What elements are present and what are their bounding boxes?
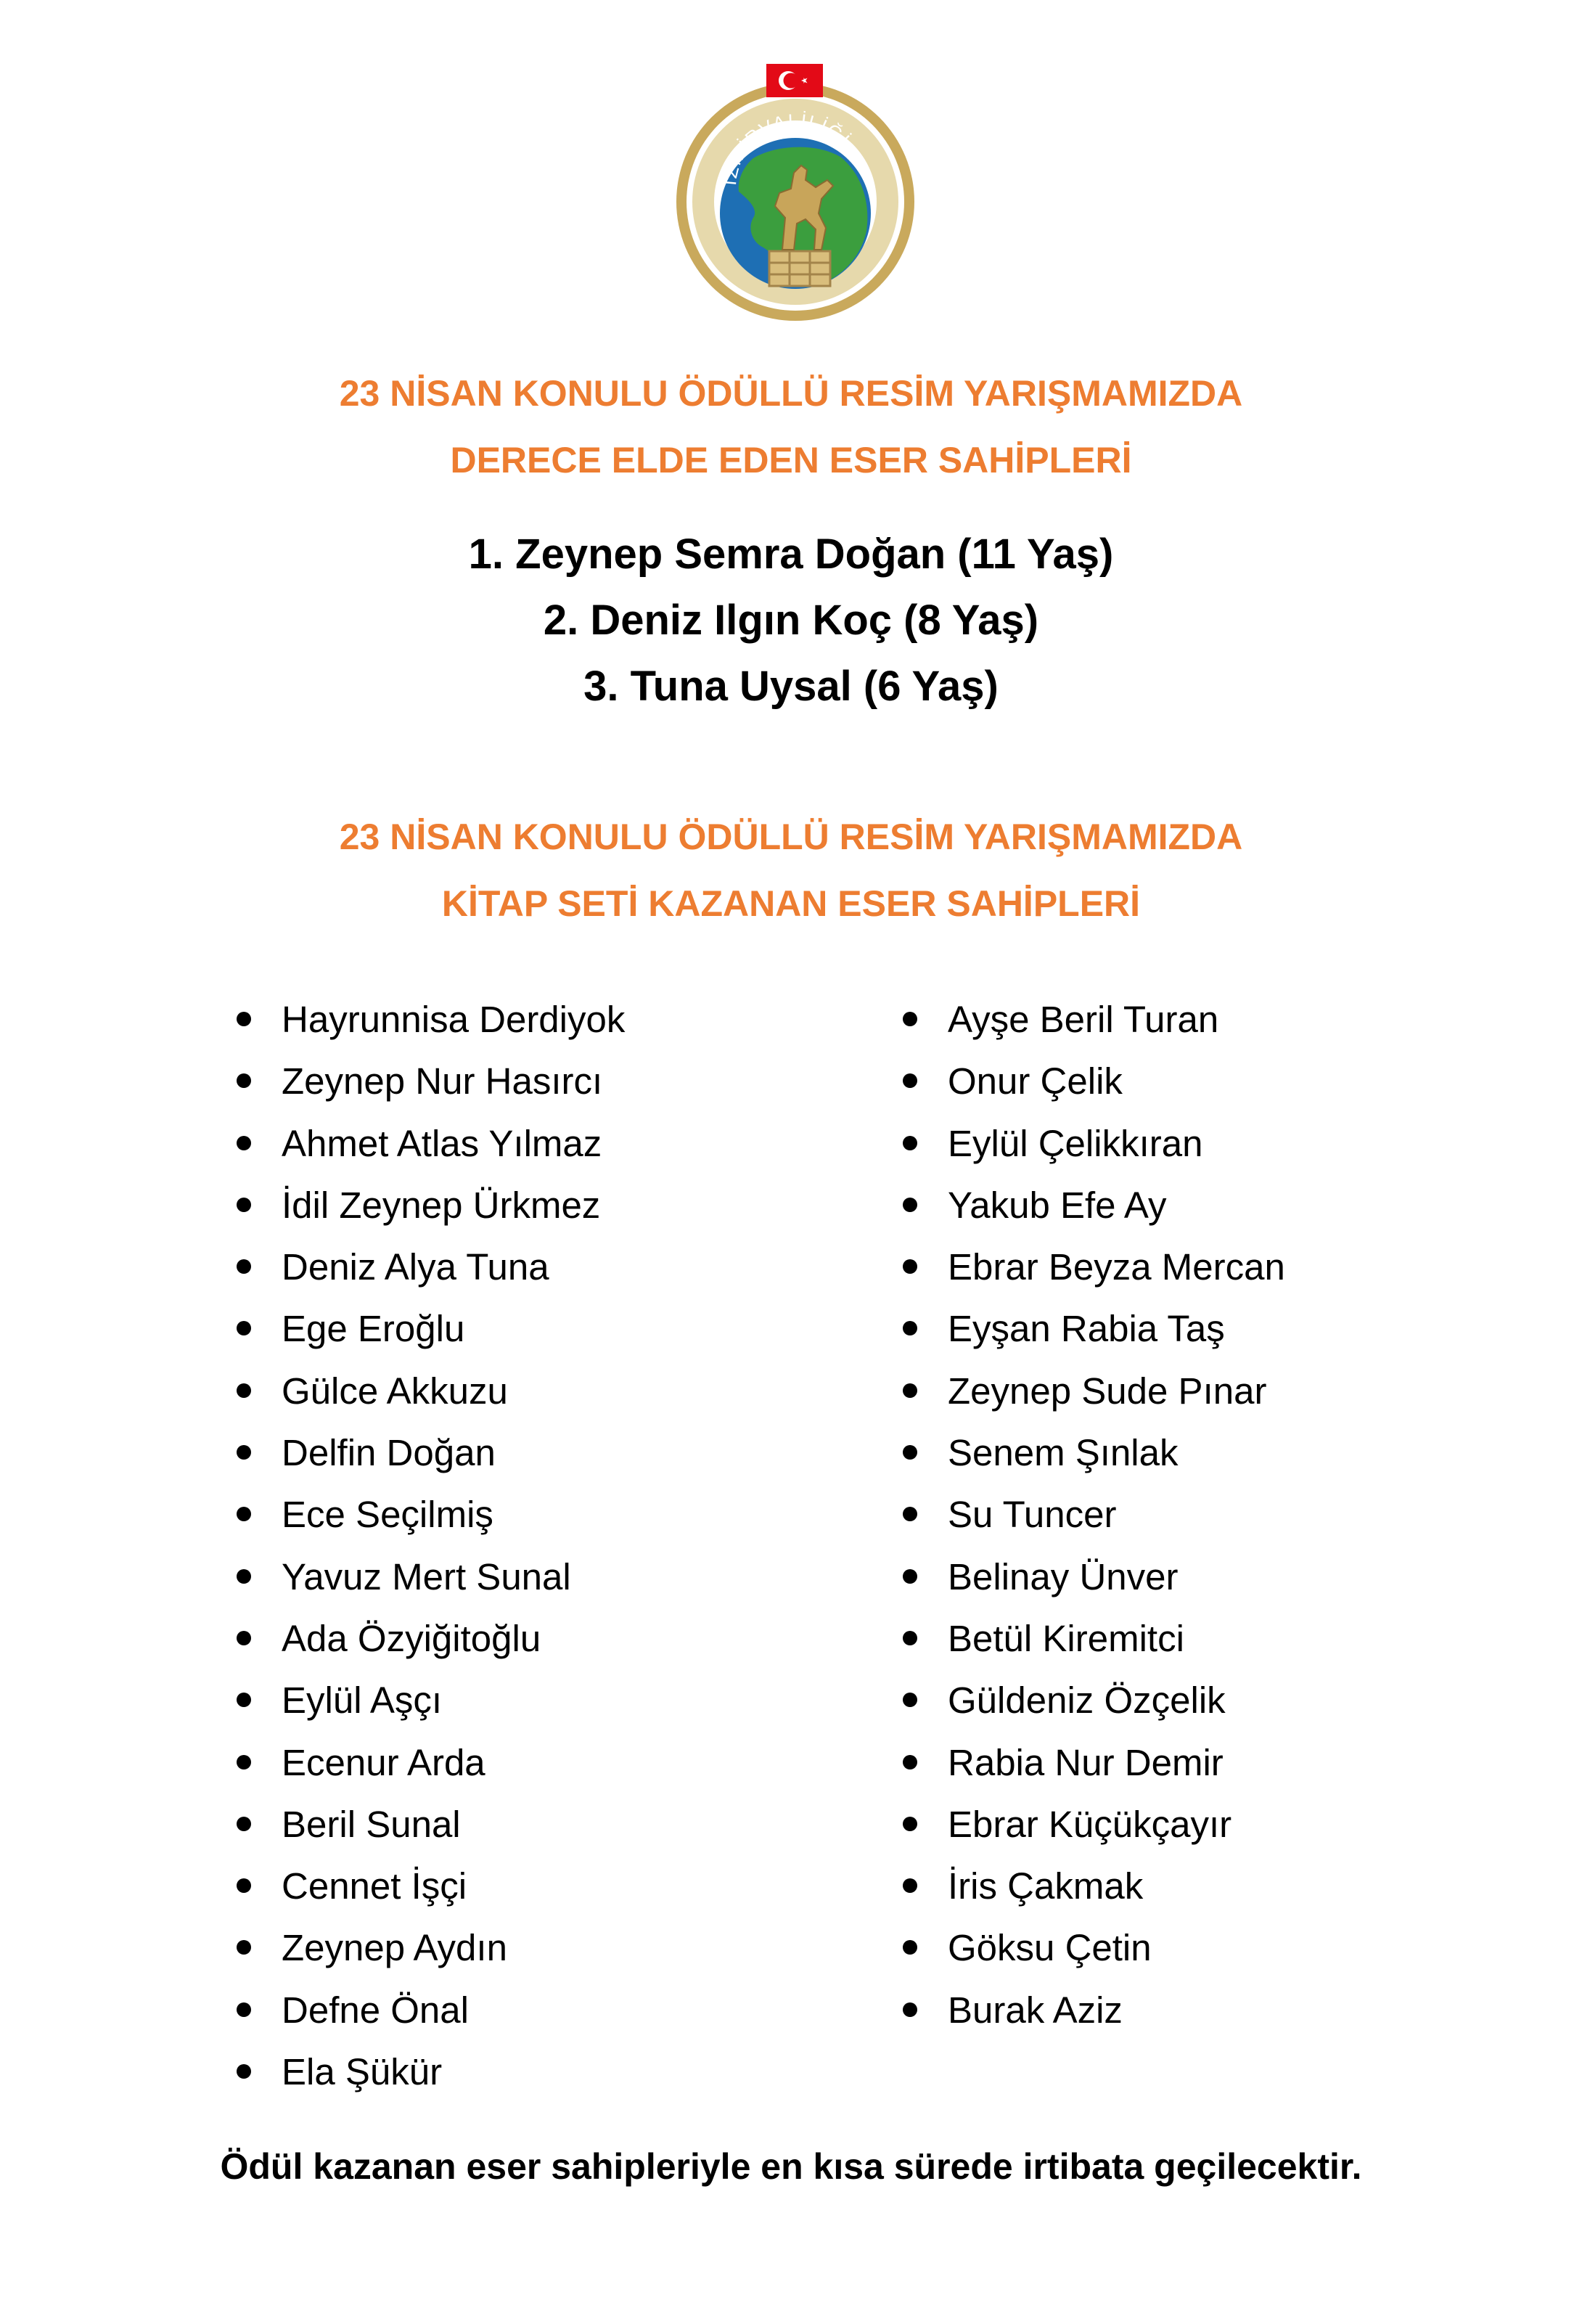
- list-item: [237, 1793, 625, 1855]
- list-item: [903, 1298, 1285, 1359]
- turkish-flag-icon: [766, 64, 823, 97]
- bullet-icon: [903, 1817, 917, 1831]
- winner-name: Ayşe Beril Turan: [948, 999, 1219, 1040]
- bullet-icon: [237, 1755, 251, 1769]
- bullet-icon: [903, 1693, 917, 1707]
- bullet-icon: [903, 1136, 917, 1150]
- winner-name: Beril Sunal: [282, 1803, 461, 1845]
- book-set-winners-right-column: [903, 989, 1285, 2041]
- list-item: [903, 1608, 1285, 1669]
- winner-name: Ege Eroğlu: [282, 1308, 465, 1350]
- heading-line: DERECE ELDE EDEN ESER SAHİPLERİ: [450, 440, 1132, 480]
- degree-winners-list: [0, 521, 1582, 719]
- list-item: [237, 989, 625, 1050]
- bullet-icon: [903, 1383, 917, 1398]
- bullet-icon: [237, 1259, 251, 1274]
- winner-name: Ela Şükür: [282, 2051, 443, 2093]
- book-set-winners-heading: [0, 803, 1582, 937]
- bullet-icon: [237, 1817, 251, 1831]
- bullet-icon: [237, 1507, 251, 1521]
- list-item: [903, 1855, 1285, 1917]
- bullet-icon: [903, 1012, 917, 1026]
- list-item: [237, 1917, 625, 1979]
- bullet-icon: [237, 1631, 251, 1645]
- winner-name: Senem Şınlak: [948, 1432, 1179, 1474]
- winner-name: Ebrar Küçükçayır: [948, 1803, 1232, 1845]
- winner-name: Eyşan Rabia Taş: [948, 1308, 1225, 1350]
- list-item: [903, 1979, 1285, 2041]
- bullet-icon: [903, 1445, 917, 1460]
- list-item: [903, 1546, 1285, 1608]
- winner-name: Eylül Çelikkıran: [948, 1122, 1203, 1164]
- list-item: [237, 1360, 625, 1422]
- winner-name: Yakub Efe Ay: [948, 1184, 1167, 1226]
- winner-name: Betül Kiremitci: [948, 1617, 1184, 1659]
- footer-note: Ödül kazanan eser sahipleriyle en kısa sürede irtibata geçilecektir.: [220, 2146, 1362, 2187]
- list-item: [903, 1917, 1285, 1979]
- winner-name: Zeynep Aydın: [282, 1927, 507, 1969]
- izmir-valiligi-logo: [666, 64, 925, 325]
- winner-second: 2. Deniz Ilgın Koç (8 Yaş): [543, 597, 1039, 644]
- winner-name: Gülce Akkuzu: [282, 1370, 508, 1412]
- bullet-icon: [903, 1259, 917, 1274]
- bullet-icon: [237, 1383, 251, 1398]
- list-item: [903, 989, 1285, 1050]
- list-item: [237, 1050, 625, 1112]
- degree-winners-heading: [0, 360, 1582, 494]
- winner-name: Cennet İşçi: [282, 1865, 467, 1907]
- bullet-icon: [903, 1940, 917, 1955]
- winner-name: Burak Aziz: [948, 1989, 1123, 2031]
- bullet-icon: [237, 2064, 251, 2079]
- bullet-icon: [903, 1755, 917, 1769]
- list-item: [237, 1422, 625, 1484]
- bullet-icon: [237, 1878, 251, 1893]
- logo-arc-text: İZMİRVALİLİĞİ: [718, 109, 856, 187]
- winner-name: Deniz Alya Tuna: [282, 1246, 549, 1288]
- winner-name: Su Tuncer: [948, 1494, 1117, 1536]
- winner-third: 3. Tuna Uysal (6 Yaş): [583, 663, 999, 710]
- winner-name: Zeynep Sude Pınar: [948, 1370, 1267, 1412]
- winner-name: İdil Zeynep Ürkmez: [282, 1184, 601, 1226]
- bullet-icon: [237, 1569, 251, 1584]
- bullet-icon: [237, 1136, 251, 1150]
- winner-name: Güldeniz Özçelik: [948, 1679, 1226, 1722]
- list-item: [237, 1546, 625, 1608]
- bullet-icon: [237, 2002, 251, 2017]
- list-item: [903, 1669, 1285, 1731]
- list-item: [237, 1855, 625, 1917]
- list-item: [237, 1979, 625, 2041]
- list-item: [903, 1050, 1285, 1112]
- winner-name: Ece Seçilmiş: [282, 1494, 493, 1536]
- bullet-icon: [903, 1198, 917, 1212]
- bullet-icon: [903, 1321, 917, 1335]
- winner-name: Ebrar Beyza Mercan: [948, 1246, 1285, 1288]
- list-item: [237, 1236, 625, 1298]
- list-item: [903, 1113, 1285, 1174]
- winner-name: Ahmet Atlas Yılmaz: [282, 1122, 602, 1164]
- bullet-icon: [237, 1445, 251, 1460]
- bullet-icon: [237, 1073, 251, 1088]
- bullet-icon: [903, 1631, 917, 1645]
- list-item: [237, 1113, 625, 1174]
- bullet-icon: [903, 1569, 917, 1584]
- winner-name: Defne Önal: [282, 1989, 469, 2031]
- bullet-icon: [903, 1507, 917, 1521]
- list-item: [237, 1298, 625, 1359]
- winner-name: Eylül Aşçı: [282, 1679, 443, 1722]
- heading-line: 23 NİSAN KONULU ÖDÜLLÜ RESİM YARIŞMAMIZDA: [339, 817, 1243, 857]
- list-item: [903, 1793, 1285, 1855]
- list-item: [903, 1236, 1285, 1298]
- winner-name: Ada Özyiğitoğlu: [282, 1617, 541, 1659]
- heading-line: 23 NİSAN KONULU ÖDÜLLÜ RESİM YARIŞMAMIZDA: [339, 373, 1243, 414]
- list-item: [237, 1484, 625, 1545]
- list-item: [237, 1174, 625, 1236]
- winner-name: Göksu Çetin: [948, 1927, 1152, 1969]
- winner-name: Onur Çelik: [948, 1060, 1123, 1102]
- list-item: [237, 1608, 625, 1669]
- winner-name: Rabia Nur Demir: [948, 1741, 1224, 1783]
- bullet-icon: [903, 1878, 917, 1893]
- logo-plinth: [769, 251, 830, 286]
- list-item: [903, 1422, 1285, 1484]
- heading-line: KİTAP SETİ KAZANAN ESER SAHİPLERİ: [441, 883, 1141, 924]
- book-set-winners-left-column: [237, 989, 625, 2103]
- winner-name: İris Çakmak: [948, 1865, 1144, 1907]
- list-item: [903, 1174, 1285, 1236]
- list-item: [903, 1360, 1285, 1422]
- winner-name: Ecenur Arda: [282, 1741, 485, 1783]
- winner-name: Yavuz Mert Sunal: [282, 1555, 571, 1597]
- bullet-icon: [903, 1073, 917, 1088]
- bullet-icon: [237, 1012, 251, 1026]
- bullet-icon: [237, 1940, 251, 1955]
- list-item: [237, 1669, 625, 1731]
- bullet-icon: [237, 1693, 251, 1707]
- winner-first: 1. Zeynep Semra Doğan (11 Yaş): [468, 531, 1114, 578]
- bullet-icon: [237, 1321, 251, 1335]
- winner-name: Delfin Doğan: [282, 1432, 496, 1474]
- bullet-icon: [237, 1198, 251, 1212]
- list-item: [237, 1732, 625, 1793]
- winner-name: Hayrunnisa Derdiyok: [282, 999, 626, 1040]
- winner-name: Zeynep Nur Hasırcı: [282, 1060, 603, 1102]
- bullet-icon: [903, 2002, 917, 2017]
- list-item: [903, 1484, 1285, 1545]
- winner-name: Belinay Ünver: [948, 1555, 1179, 1597]
- list-item: [237, 2041, 625, 2103]
- list-item: [903, 1732, 1285, 1793]
